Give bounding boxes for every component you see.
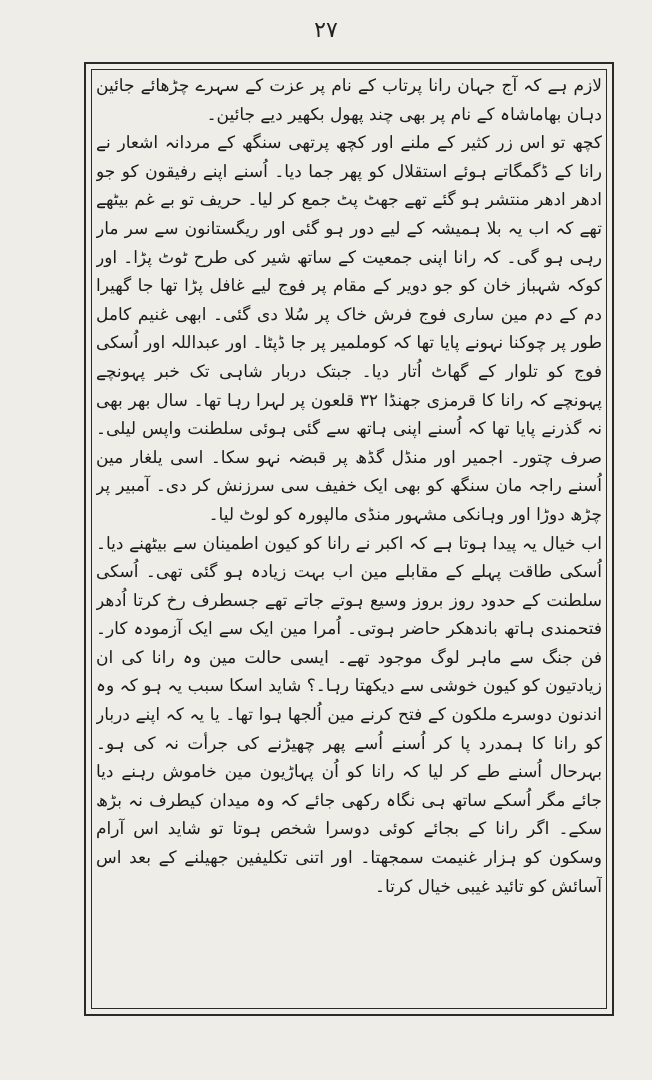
body-text <box>96 72 602 1006</box>
paragraph-1: لازم ہے کہ آج جہان رانا پرتاب کے نام پر عزت کے سہرے چڑھائے جائین دہان بھاماشاہ کے نام پر بھی چند پھول بکھیر دیے جائین۔ <box>96 76 602 125</box>
paragraph-3: اب خیال یہ پیدا ہوتا ہے کہ اکبر نے رانا کو کیون اطمینان سے بیٹھنے دیا۔ اُسکی طاقت پہلے کے مقابلے مین اب بہت زیادہ ہو گئی تھی۔ اُسکی سلطنت کے حدود روز بروز وسیع ہوتے جاتے تھے جسطرف رخ کرتا اُدھر فتحمندی ہاتھ باندھکر حاضر ہوتی۔ اُمرا مین ایک سے ایک آزمودہ کار۔ فن جنگ سے ماہر لوگ موجود تھے۔ ایسی حالت مین وہ رانا کی ان زیادتیون کو کیون خوشی سے دیکھتا رہا۔؟ شاید اسکا سبب یہ ہو کہ وہ اندنون دوسرے ملکون کے فتح کرنے مین اُلجھا ہوا تھا۔ یا یہ کہ اپنے دربار کو رانا کا ہمدرد پا کر اُسنے اُسے پھر چھیڑنے کی جرأت نہ کی ہو۔ بہرحال اُسنے طے کر لیا کہ رانا کو اُن پہاڑیون مین خاموش رہنے دیا جائے مگر اُسکے ساتھ ہی نگاہ رکھی جائے کہ وہ میدان کیطرف نہ بڑھ سکے۔ اگر رانا کے بجائے کوئی دوسرا شخص ہوتا تو شاید اس آرام وسکون کو ہزار غنیمت سمجھتا۔ اور اتنی تکلیفین جھیلنے کے بعد اس آسائش کو تائید غیبی خیال کرتا۔ <box>96 533 602 897</box>
paragraph-2: کچھ تو اس زر کثیر کے ملنے اور کچھ پرتھی سنگھ کے مردانہ اشعار نے رانا کے ڈگمگاتے ہوئے استقلال کو پھر جما دیا۔ اُسنے اپنے رفیقون کو جو ادھر ادھر منتشر ہو گئے تھے جھٹ پٹ جمع کر لیا۔ حریف تو بے غم بیٹھے تھے کہ اب یہ بلا ہمیشہ کے لیے دور ہو گئی اور ریگستانون سے سر مار رہی ہو گی۔ کہ رانا اپنی جمعیت کے ساتھ شیر کی طرح ٹوٹ پڑا۔ اور کوکہ شہباز خان کو جو دویر کے مقام پر فوج لیے غافل پڑا تھا جا گھیرا دم کے دم مین ساری فوج فرش خاک پر سُلا دی گئی۔ ابھی غنیم کامل طور پر چوکنا نہونے پایا تھا کہ کوملمیر پر جا ڈپٹا۔ اور عبداللہ اور اُسکی فوج کو تلوار کے گھاٹ اُتار دیا۔ جبتک دربار شاہی تک خبر پہونچے پہونچے کہ رانا کا قرمزی جھنڈا ۳۲ قلعون پر لہرا رہا تھا۔ سال بھر بھی نہ گذرنے پایا تھا کہ اُسنے اپنی ہاتھ سے گئی ہوئی سلطنت واپس لیلی۔ صرف چتور۔ اجمیر اور منڈل گڈھ پر قبضہ نہو سکا۔ اسی یلغار مین اُسنے راجہ مان سنگھ کو بھی ایک خفیف سی سرزنش کر دی۔ آمبیر پر چڑھ دوڑا اور وہانکی مشہور منڈی مالپورہ کو لوٹ لیا۔ <box>96 133 602 525</box>
page-number: ۲۷ <box>314 18 338 43</box>
